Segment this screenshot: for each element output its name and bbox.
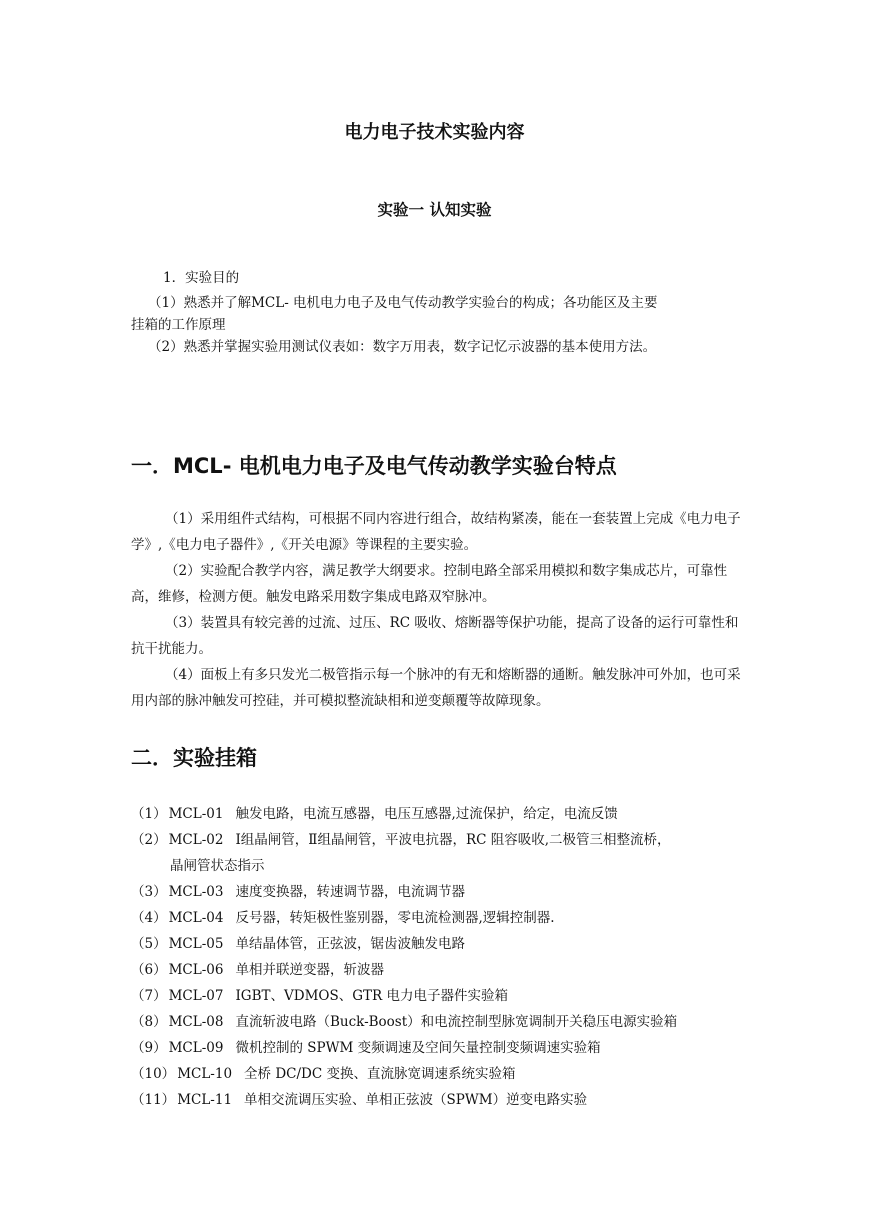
list-item-code: MCL-07 bbox=[168, 988, 224, 1004]
list-item bbox=[131, 932, 465, 952]
list-item-number: （9） bbox=[131, 1040, 167, 1056]
list-item bbox=[131, 1010, 677, 1030]
list-item bbox=[131, 984, 508, 1004]
feature-paragraph-2: （2）实验配合教学内容，满足教学大纲要求。控制电路全部采用模拟和数字集成芯片，可靠性高，维修，检测方便。触发电路采用数字集成电路双窄脉冲。 bbox=[131, 563, 728, 605]
list-item-number: （5） bbox=[131, 936, 167, 952]
list-item-description: 反号器，转矩极性鉴别器，零电流检测器,逻辑控制器. bbox=[235, 910, 555, 926]
list-item-number: （10） bbox=[131, 1066, 176, 1082]
list-item-code: MCL-03 bbox=[168, 884, 224, 900]
section-2-heading: 二．实验挂箱 bbox=[131, 746, 257, 770]
list-item bbox=[131, 906, 555, 926]
list-item-description: 单结晶体管，正弦波，锯齿波触发电路 bbox=[235, 936, 465, 952]
experiment-subtitle: 实验一 认知实验 bbox=[377, 201, 492, 219]
list-item-description: 全桥 DC/DC 变换、直流脉宽调速系统实验箱 bbox=[244, 1066, 516, 1082]
feature-paragraph-3: （3）装置具有较完善的过流、过压、RC 吸收、熔断器等保护功能，提高了设备的运行可靠性和抗干扰能力。 bbox=[131, 615, 739, 657]
list-item-description: 触发电路，电流互感器，电压互感器,过流保护，给定，电流反馈 bbox=[235, 806, 618, 822]
list-item bbox=[131, 1036, 601, 1056]
list-item-code: MCL-02 bbox=[168, 832, 224, 848]
purpose-item-2: （2）熟悉并掌握实验用测试仪表如：数字万用表，数字记忆示波器的基本使用方法。 bbox=[148, 339, 657, 355]
list-item-description: 单相交流调压实验、单相正弦波（SPWM）逆变电路实验 bbox=[244, 1092, 588, 1108]
list-item-code: MCL-09 bbox=[168, 1040, 224, 1056]
list-item-description: 速度变换器，转速调节器，电流调节器 bbox=[235, 884, 465, 900]
list-item-code: MCL-05 bbox=[168, 936, 224, 952]
list-item-number: （8） bbox=[131, 1014, 167, 1030]
list-item-description: 直流斩波电路（Buck-Boost）和电流控制型脉宽调制开关稳压电源实验箱 bbox=[235, 1014, 678, 1030]
purpose-heading: 1．实验目的 bbox=[163, 270, 240, 286]
list-item-number: （7） bbox=[131, 988, 167, 1004]
list-item-number: （2） bbox=[131, 832, 167, 848]
list-item-description: IGBT、VDMOS、GTR 电力电子器件实验箱 bbox=[235, 988, 508, 1004]
list-item bbox=[131, 1062, 515, 1082]
list-item-code: MCL-04 bbox=[168, 910, 224, 926]
section-1-paragraphs bbox=[131, 506, 741, 714]
list-item bbox=[131, 880, 465, 900]
section-1-heading: 一．MCL- 电机电力电子及电气传动教学实验台特点 bbox=[131, 454, 617, 478]
list-item-code: MCL-08 bbox=[168, 1014, 224, 1030]
list-item-code: MCL-06 bbox=[168, 962, 224, 978]
list-item bbox=[131, 828, 671, 848]
list-item-code: MCL-01 bbox=[168, 806, 224, 822]
list-item-number: （4） bbox=[131, 910, 167, 926]
list-item-continuation: 晶闸管状态指示 bbox=[170, 858, 265, 874]
purpose-item-1-line-2: 挂箱的工作原理 bbox=[131, 317, 226, 333]
list-item-description: 单相并联逆变器，斩波器 bbox=[235, 962, 384, 978]
list-item bbox=[131, 802, 618, 822]
list-item-number: （1） bbox=[131, 806, 167, 822]
list-item-description: 微机控制的 SPWM 变频调速及空间矢量控制变频调速实验箱 bbox=[235, 1040, 601, 1056]
feature-paragraph-1: （1）采用组件式结构，可根据不同内容进行组合，故结构紧凑，能在一套装置上完成《电力电子学》,《电力电子器件》,《开关电源》等课程的主要实验。 bbox=[131, 511, 741, 553]
list-item bbox=[131, 1088, 587, 1108]
list-item-code: MCL-10 bbox=[177, 1066, 233, 1082]
list-item bbox=[131, 958, 384, 978]
purpose-item-1-line-1: （1）熟悉并了解MCL- 电机电力电子及电气传动教学实验台的构成；各功能区及主要 bbox=[148, 295, 658, 311]
list-item-description: Ⅰ组晶闸管，Ⅱ组晶闸管，平波电抗器，RC 阻容吸收,二极管三相整流桥， bbox=[235, 832, 671, 848]
list-item-code: MCL-11 bbox=[177, 1092, 233, 1108]
list-item-number: （3） bbox=[131, 884, 167, 900]
list-item-number: （6） bbox=[131, 962, 167, 978]
feature-paragraph-4: （4）面板上有多只发光二极管指示每一个脉冲的有无和熔断器的通断。触发脉冲可外加，也可采用内部的脉冲触发可控硅，并可模拟整流缺相和逆变颠覆等故障现象。 bbox=[131, 667, 741, 709]
list-item-number: （11） bbox=[131, 1092, 176, 1108]
document-title: 电力电子技术实验内容 bbox=[344, 122, 525, 143]
